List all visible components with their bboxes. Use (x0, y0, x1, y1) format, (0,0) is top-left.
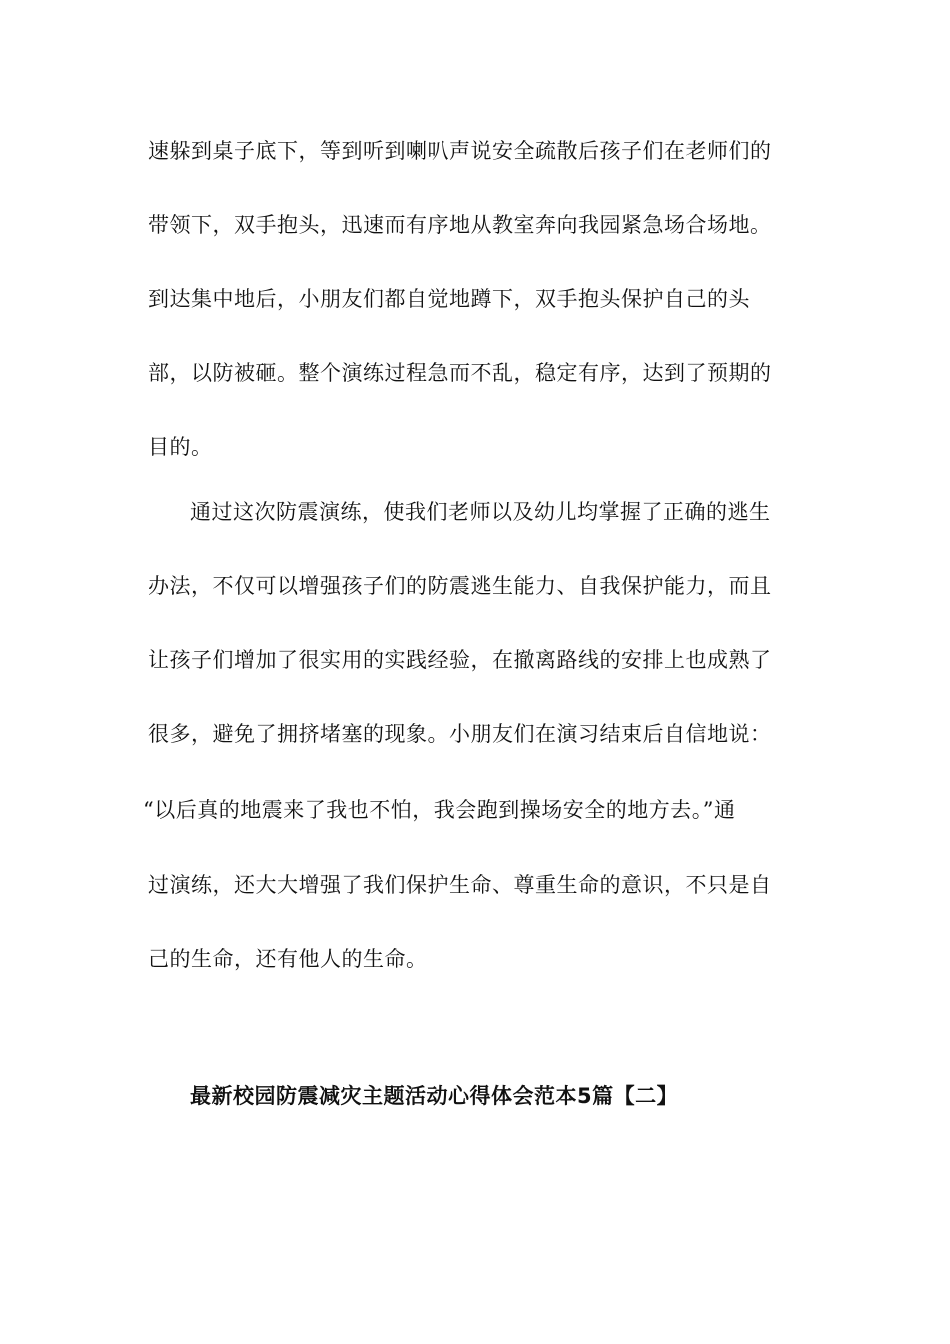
paragraph-line: 速躲到桌子底下，等到听到喇叭声说安全疏散后孩子们在老师们的 (148, 139, 772, 163)
paragraph-line: 办法，不仅可以增强孩子们的防震逃生能力、自我保护能力，而且 (148, 574, 772, 598)
paragraph-line: 过演练，还大大增强了我们保护生命、尊重生命的意识，不只是自 (148, 873, 772, 897)
paragraph-line: “以后真的地震来了我也不怕，我会跑到操场安全的地方去。”通 (143, 798, 736, 822)
paragraph-line: 通过这次防震演练，使我们老师以及幼儿均掌握了正确的逃生 (190, 500, 771, 524)
paragraph-line: 己的生命，还有他人的生命。 (148, 947, 428, 971)
paragraph-line: 部，以防被砸。整个演练过程急而不乱，稳定有序，达到了预期的 (148, 361, 772, 385)
paragraph-line: 目的。 (148, 435, 213, 459)
paragraph-line: 很多，避免了拥挤堵塞的现象。小朋友们在演习结束后自信地说： (148, 722, 772, 746)
paragraph-line: 到达集中地后，小朋友们都自觉地蹲下，双手抱头保护自己的头 (148, 287, 750, 311)
section-heading: 最新校园防震减灾主题活动心得体会范本5篇【二】 (190, 1084, 679, 1108)
paragraph-line: 带领下，双手抱头，迅速而有序地从教室奔向我园紧急场合场地。 (148, 213, 772, 237)
paragraph-line: 让孩子们增加了很实用的实践经验，在撤离路线的安排上也成熟了 (148, 648, 772, 672)
